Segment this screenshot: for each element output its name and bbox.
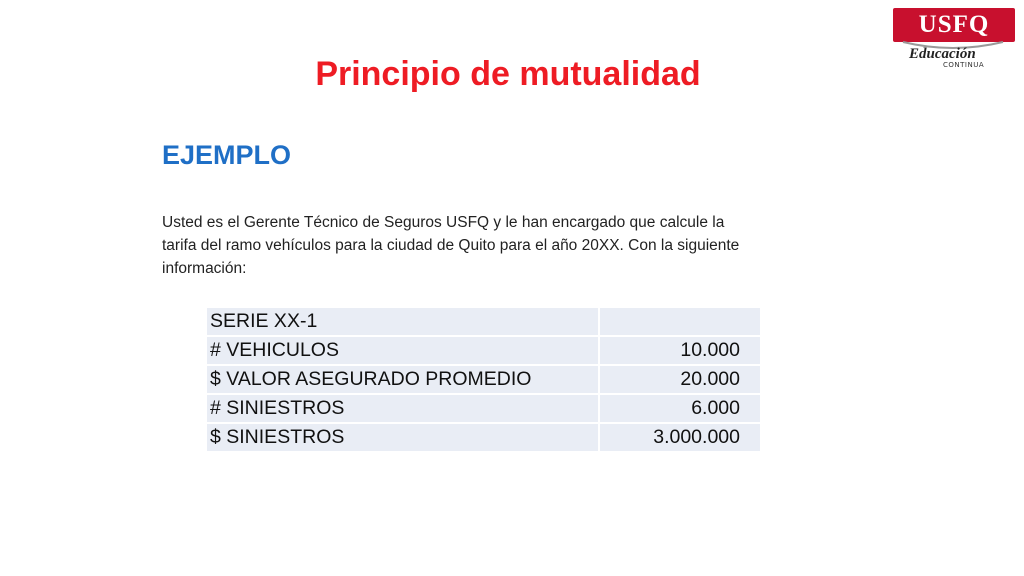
row-label: SERIE XX-1 (207, 308, 599, 336)
row-value: 20.000 (599, 365, 760, 394)
row-value: 10.000 (599, 336, 760, 365)
logo-sub-text: CONTINUA (943, 61, 985, 69)
logo-script-text: Educación (909, 46, 976, 62)
paragraph-line: Usted es el Gerente Técnico de Seguros USFQ y le han encargado que calcule la (162, 214, 725, 231)
table-row (207, 394, 760, 423)
data-table (207, 308, 760, 453)
row-value: 3.000.000 (599, 423, 760, 452)
paragraph-line: tarifa del ramo vehículos para la ciudad de Quito para el año 20XX. Con la siguiente (162, 237, 740, 254)
table-row (207, 365, 760, 394)
slide-title: Principio de mutualidad (315, 55, 701, 93)
body-paragraph (162, 211, 822, 280)
table-row (207, 423, 760, 452)
table-row (207, 308, 760, 336)
row-value (599, 308, 760, 336)
paragraph-line: información: (162, 260, 247, 277)
table-row (207, 336, 760, 365)
logo-brand-text: USFQ (918, 11, 990, 38)
row-label: # SINIESTROS (207, 394, 599, 423)
section-heading: EJEMPLO (162, 140, 292, 170)
row-label: # VEHICULOS (207, 336, 599, 365)
row-label: $ SINIESTROS (207, 423, 599, 452)
row-label: $ VALOR ASEGURADO PROMEDIO (207, 365, 599, 394)
row-value: 6.000 (599, 394, 760, 423)
